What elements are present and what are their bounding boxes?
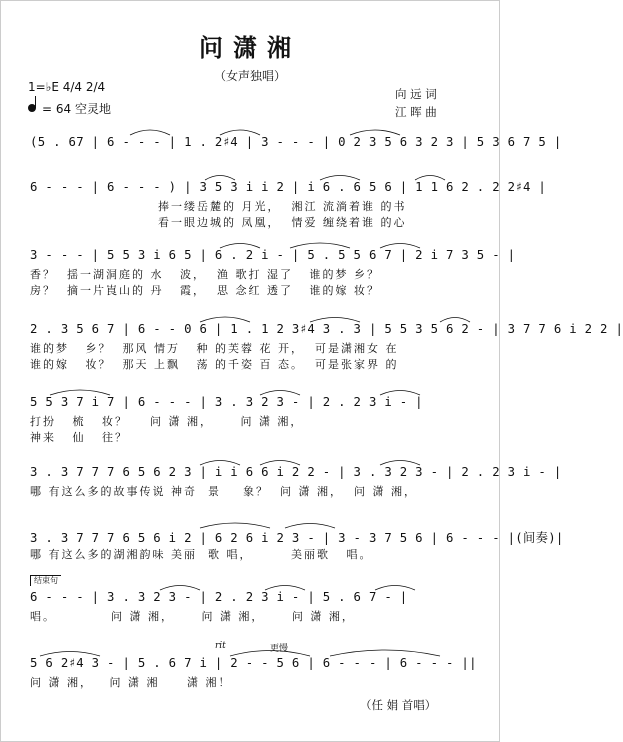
rit-marking: rit [215, 641, 226, 651]
row-notes: 3 . 3 7 7 7 6 5 6 i 2 | 6 2 6 i 2 3 - | 3 - 3 7 5 6 | 6 - - - |(间奏)| [30, 531, 564, 545]
song-subtitle: （女声独唱） [213, 69, 286, 83]
song-title: 问潇湘 [199, 34, 301, 62]
lyric-line-1: 哪 有这么多的故事传说 神奇 景 象？ 问 潇 湘， 问 潇 湘， [30, 485, 417, 498]
lyricist-credit: 向 远 词 [395, 87, 437, 101]
slower-marking: 更慢 [270, 644, 289, 654]
row-notes: 6 - - - | 6 - - - ) | 3 5 3 i i 2 | i 6 . 6 5 6 | 1 1 6 2 . 2 2♯4 | [30, 180, 547, 194]
singer-credit: （任 娟 首唱） [360, 698, 437, 712]
lyric-line-1: 打扮 梳 妆？ 问 潇 湘， 问 潇 湘， [30, 415, 304, 428]
row-notes: 3 . 3 7 7 7 6 5 6 2 3 | i i 6 6 i 2 2 - | 3 . 3 2 3 - | 2 . 2 3 i - | [30, 465, 562, 479]
quarter-note-stem [35, 96, 36, 108]
row-notes: 6 - - - | 3 . 3 2 3 - | 2 . 2 3 i - | 5 . 6 7 - | [30, 590, 408, 604]
row-notes: (5 . 67 | 6 - - - | 1 . 2♯4 | 3 - - - | 0 2 3 5 6 3 2 3 | 5 3 6 7 5 | [30, 135, 562, 149]
lyric-line-1: 唱。 问 潇 湘， 问 潇 湘， 问 潇 湘， [30, 610, 355, 623]
row-notes: 2 . 3 5 6 7 | 6 - - 0 6 | 1 . 1 2 3♯4 3 . 3 | 5 5 3 5 6 2 - | 3 7 7 6 i 2 2 | [30, 322, 623, 336]
composer-credit: 江 晖 曲 [395, 105, 437, 119]
lyric-line-2: 房？ 摘一片崀山的 丹 霞， 思 念红 透了 谁的嫁 妆？ [30, 284, 380, 297]
row-notes: 5 5 3 7 i 7 | 6 - - - | 3 . 3 2 3 - | 2 . 2 3 i - | [30, 395, 423, 409]
key-signature: 1=♭E 4/4 2/4 [28, 80, 106, 94]
row-notes: 5 6 2♯4 3 - | 5 . 6 7 i | 2 - - 5 6 | 6 - - - | 6 - - - || [30, 656, 477, 670]
tempo-marking: = 64 空灵地 [42, 102, 111, 116]
row-notes: 3 - - - | 5 5 3 i 6 5 | 6 . 2 i - | 5 . 5 5 6 7 | 2 i 7 3 5 - | [30, 248, 516, 262]
lyric-line-1: 谁的梦 乡？ 那风 情万 种 的芙蓉 花 开， 可是潇湘女 在 [30, 342, 399, 355]
coda-label: 结束句 [30, 575, 61, 586]
lyric-line-1: 香？ 揺一湖洞庭的 水 波， 渔 歌打 湿了 谁的梦 乡？ [30, 268, 380, 281]
lyric-line-2: 看一眼边城的 凤凰， 情爱 缠绕着谁 的心 [158, 216, 407, 229]
lyric-line-1: 问 潇 湘， 问 潇 湘 潇 湘！ [30, 676, 232, 689]
lyric-line-2: 谁的嫁 妆？ 那天 上飘 荡 的千姿 百 态。 可是张家界 的 [30, 358, 399, 371]
lyric-line-1: 捧一缕岳麓的 月光， 湘江 流淌着谁 的书 [158, 200, 407, 213]
lyric-line-1: 哪 有这么多的湖湘韵味 美丽 歌 唱， 美丽歌 唱。 [30, 548, 373, 561]
lyric-line-2: 神来 仙 往？ [30, 431, 128, 444]
